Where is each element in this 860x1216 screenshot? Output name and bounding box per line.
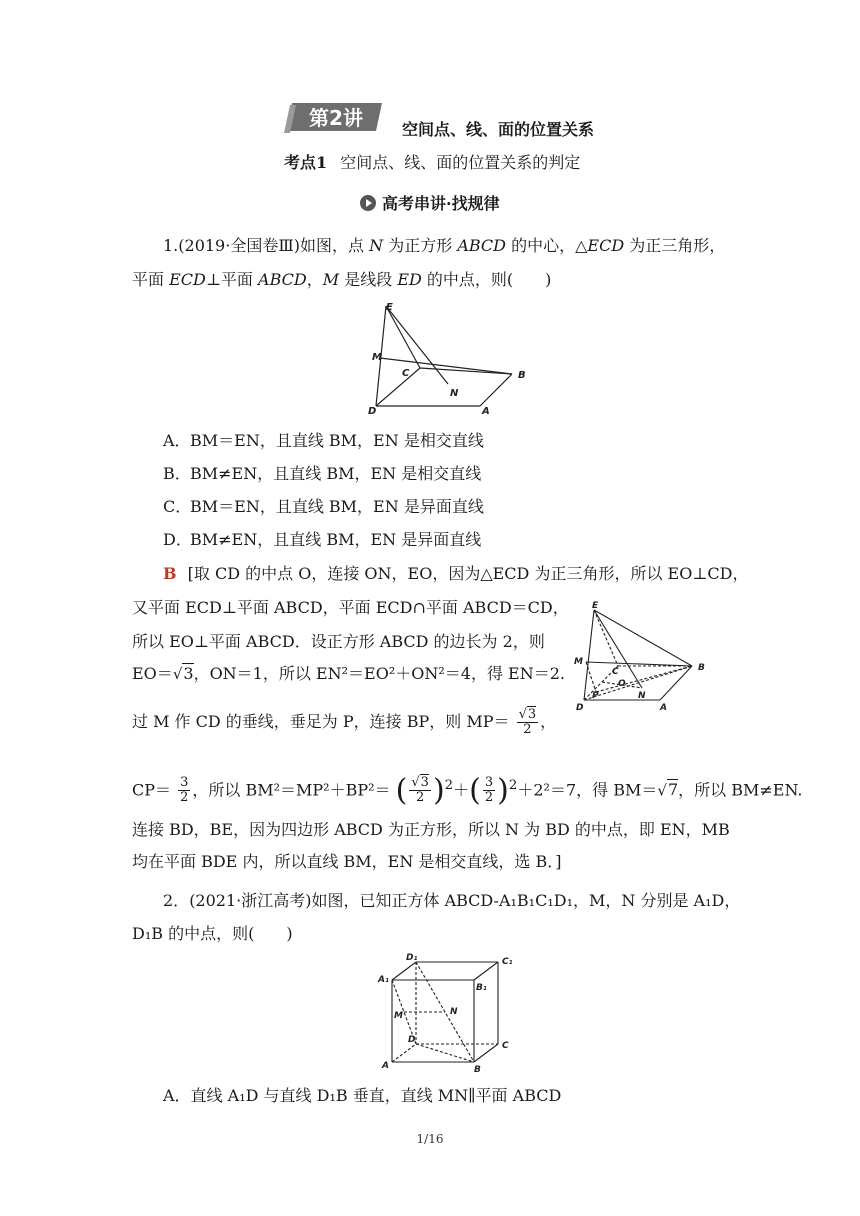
answer-letter: B	[163, 564, 177, 583]
fig2-label-O: O	[618, 679, 626, 689]
cube-label-B1: B₁	[476, 983, 487, 993]
fig1-label-A: A	[482, 406, 490, 417]
page-number: 1/16	[416, 1132, 444, 1146]
q1-option-a-text: BM＝EN，且直线 BM，EN 是相交直线	[190, 431, 484, 450]
q1-option-c-text: BM＝EN，且直线 BM，EN 是异面直线	[190, 497, 484, 516]
cube-label-D: D	[408, 1035, 416, 1045]
q1-solution-line3: 所以 EO⊥平面 ABCD．设正方形 ABCD 的边长为 2，则	[132, 632, 545, 651]
q1-solution-line1: B [取 CD 的中点 O，连接 ON，EO，因为△ECD 为正三角形，所以 EO⊥CD，	[163, 564, 749, 583]
q1-solution-line4: EO＝√3，ON＝1，所以 EN²＝EO²＋ON²＝4，得 EN＝2.	[132, 664, 565, 683]
q1-option-d: D．	[163, 530, 192, 549]
cube-label-M: M	[394, 1011, 403, 1021]
q1-solution-line5: 过 M 作 CD 的垂线，垂足为 P，连接 BP，则 MP＝ $\frac{√3}{2}$ ，	[132, 707, 557, 737]
cube-label-C: C	[502, 1041, 509, 1051]
fig2-label-N: N	[638, 691, 646, 701]
q1-option-a: A．	[163, 431, 191, 450]
fig2-label-D: D	[576, 703, 584, 713]
play-circle-icon	[360, 195, 376, 211]
q2-cube-figure	[370, 950, 530, 1076]
q1-option-c: C．	[163, 497, 192, 516]
q1-solution-line8: 均在平面 BDE 内，所以直线 BM，EN 是相交直线，选 B．]	[132, 852, 562, 871]
cube-label-D1: D₁	[406, 953, 418, 963]
q1-stem-line2: 平面 ECD⊥平面 ABCD，M 是线段 ED 的中点，则( )	[132, 270, 552, 289]
q1-option-b-text: BM≠EN，且直线 BM，EN 是相交直线	[190, 464, 482, 483]
lecture-title: 空间点、线、面的位置关系	[402, 120, 595, 139]
q1-solution-figure	[572, 596, 712, 718]
fig2-label-A: A	[660, 703, 667, 713]
fig2-label-E: E	[592, 601, 599, 611]
q1-stem-line1: 1.(2019·全国卷Ⅲ)如图，点 N 为正方形 ABCD 的中心，△ECD 为正三角形，	[163, 236, 726, 255]
cube-label-A: A	[382, 1061, 389, 1071]
q1-figure	[360, 296, 540, 420]
frac-3-over-2-paren: $\frac{3}{2}$	[484, 775, 494, 806]
topic-label: 考点1	[284, 153, 328, 172]
q1-solution-line6: CP＝ $\frac{3}{2}$ ，所以 BM²＝MP²＋BP²＝ ( $\frac{√3}{2}$ )$^2$＋( $\frac{3}{2}$ )$^2$＋2²＝7，得 BM＝√7，所以 BM≠EN.	[132, 772, 803, 808]
cube-label-N: N	[450, 1007, 458, 1017]
section-title: 高考串讲·找规律	[382, 194, 500, 213]
fig2-label-B: B	[698, 663, 705, 673]
cube-label-A1: A₁	[378, 975, 389, 985]
frac-sqrt3-over-2: $\frac{√3}{2}$	[518, 707, 537, 737]
fig2-label-P: P	[592, 691, 599, 701]
fig2-label-M: M	[574, 657, 583, 667]
cube-label-C1: C₁	[502, 957, 513, 967]
q2-stem-line2: D₁B 的中点，则( )	[132, 924, 293, 943]
q1-solution-line7: 连接 BD，BE，因为四边形 ABCD 为正方形，所以 N 为 BD 的中点，即 EN，MB	[132, 820, 730, 839]
fig1-label-B: B	[518, 370, 526, 381]
q1-option-d-text: BM≠EN，且直线 BM，EN 是异面直线	[190, 530, 482, 549]
q1-solution-line2: 又平面 ECD⊥平面 ABCD，平面 ECD∩平面 ABCD＝CD，	[132, 598, 569, 617]
q1-option-b: B．	[163, 464, 191, 483]
lecture-badge	[284, 101, 384, 135]
fig1-label-C: C	[402, 368, 410, 379]
fig1-label-D: D	[368, 406, 377, 417]
frac-sqrt3-over-2-paren: $\frac{√3}{2}$	[411, 775, 429, 806]
lecture-badge-text: 第2讲	[309, 106, 363, 130]
topic-heading	[284, 150, 580, 173]
fig1-label-M: M	[372, 352, 382, 363]
q2-stem-line1: 2．(2021·浙江高考)如图，已知正方体 ABCD-A₁B₁C₁D₁，M，N 分别是 A₁D，	[163, 891, 741, 910]
fig1-label-N: N	[450, 388, 459, 399]
fig2-label-C: C	[612, 667, 619, 677]
topic-title: 空间点、线、面的位置关系的判定	[340, 153, 581, 172]
q2-option-a: A．直线 A₁D 与直线 D₁B 垂直，直线 MN∥平面 ABCD	[163, 1086, 562, 1105]
cube-label-B: B	[474, 1065, 481, 1075]
section-heading	[360, 191, 500, 214]
frac-3-over-2: $\frac{3}{2}$	[180, 775, 189, 806]
fig1-label-E: E	[386, 302, 393, 313]
